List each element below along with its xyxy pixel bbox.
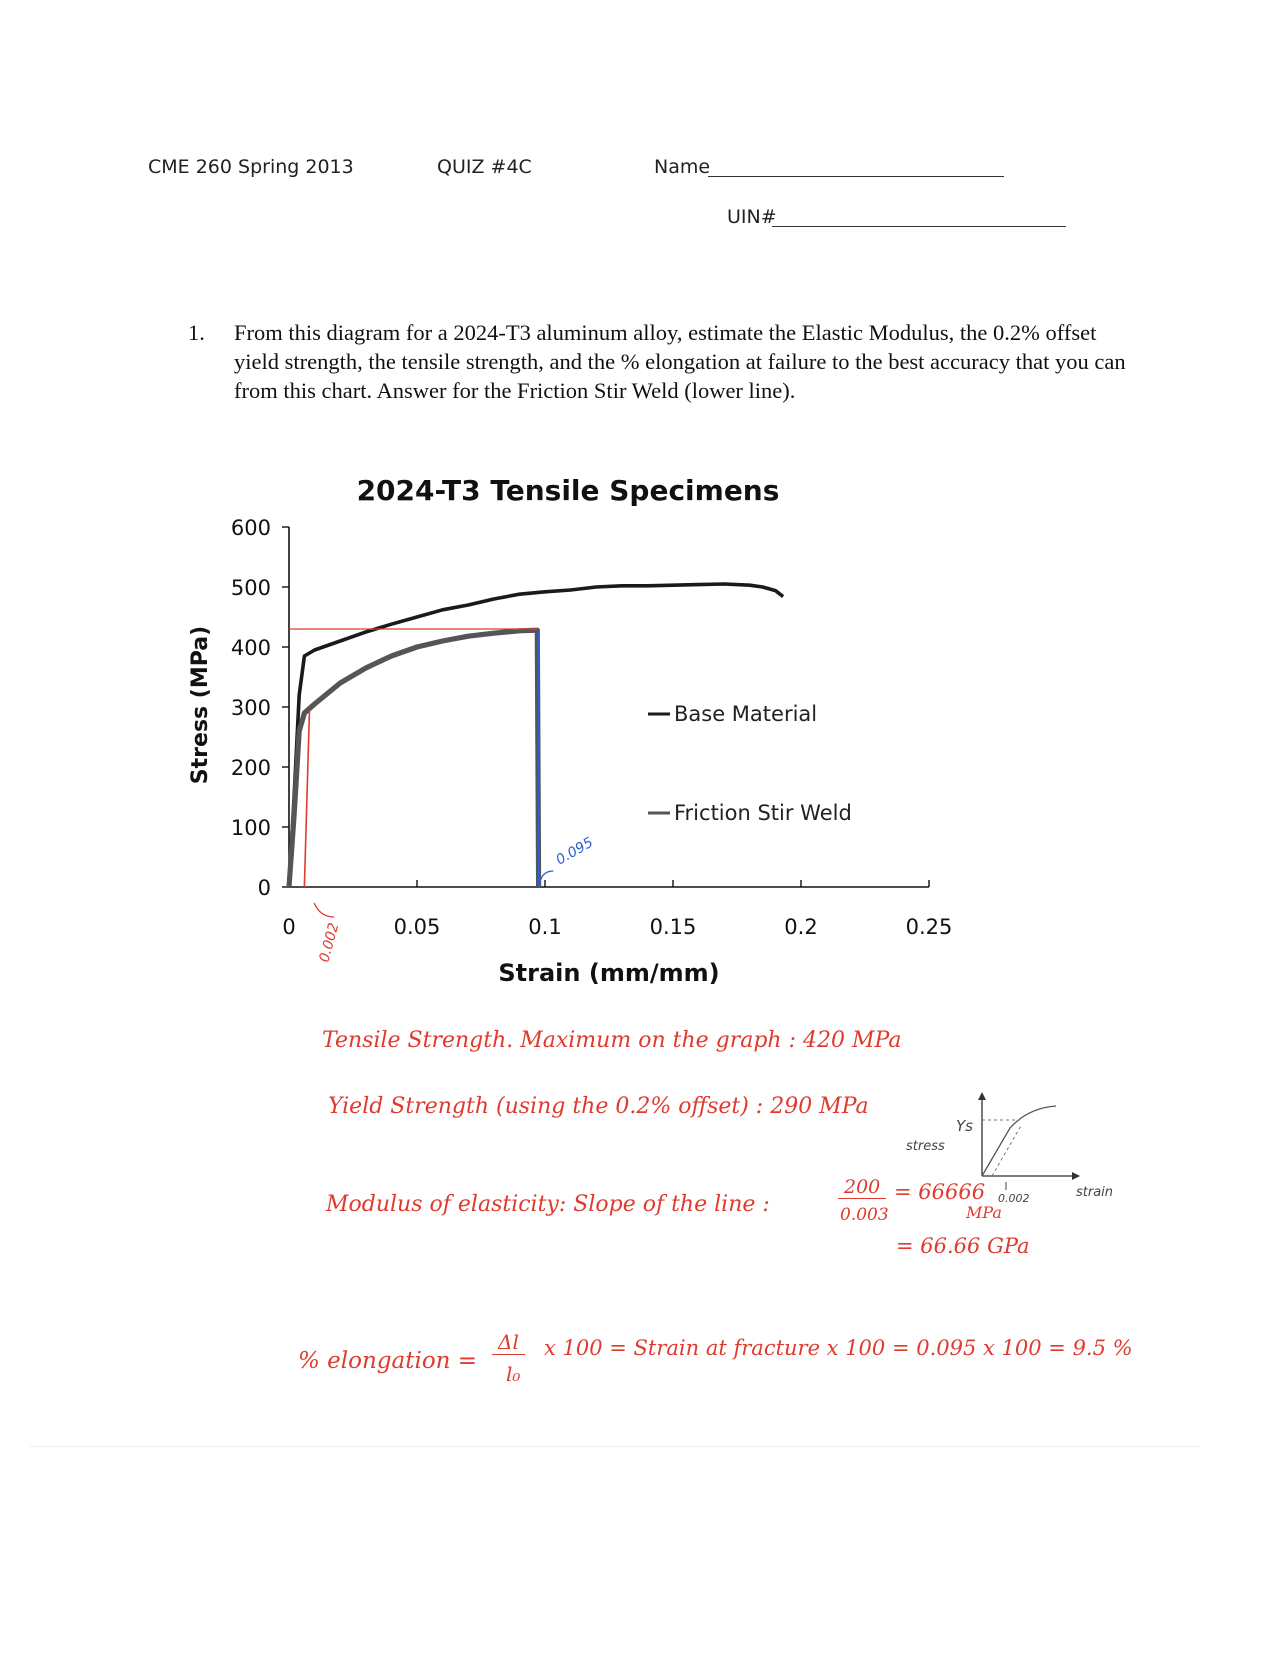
answer-tensile: Tensile Strength. Maximum on the graph : 420 MPa bbox=[322, 1028, 902, 1053]
answer-modulus-prefix: Modulus of elasticity: Slope of the line : bbox=[326, 1192, 770, 1217]
yield-sketch bbox=[900, 1090, 1150, 1220]
x-tick-label: 0.15 bbox=[649, 915, 697, 939]
y-tick-label: 0 bbox=[257, 876, 271, 900]
uin-field-line[interactable] bbox=[772, 226, 1066, 227]
modulus-denominator: 0.003 bbox=[840, 1205, 889, 1225]
elongation-denominator: l₀ bbox=[506, 1362, 521, 1386]
y-tick-label: 400 bbox=[230, 636, 271, 660]
modulus-unit: MPa bbox=[966, 1203, 1002, 1222]
y-tick-label: 100 bbox=[230, 816, 271, 840]
legend-label-0: Base Material bbox=[674, 702, 818, 726]
answer-yield: Yield Strength (using the 0.2% offset) : 290 MPa bbox=[328, 1094, 869, 1119]
elongation-prefix: % elongation = bbox=[298, 1348, 478, 1374]
offset-line bbox=[304, 710, 309, 887]
elongation-numerator: Δl bbox=[492, 1330, 525, 1355]
quiz-label: QUIZ #4C bbox=[437, 156, 532, 178]
y-tick-label: 500 bbox=[230, 576, 271, 600]
sketch-ys: Ys bbox=[956, 1117, 973, 1135]
course-label: CME 260 Spring 2013 bbox=[148, 156, 354, 178]
fracture-arrow bbox=[539, 871, 553, 885]
y-tick-label: 200 bbox=[230, 756, 271, 780]
name-field-line[interactable] bbox=[708, 176, 1004, 177]
x-tick-label: 0.05 bbox=[393, 915, 441, 939]
plot-area bbox=[231, 516, 952, 964]
name-label: Name bbox=[654, 156, 711, 178]
modulus-result: = 66666 bbox=[894, 1180, 986, 1204]
y-tick-label: 600 bbox=[230, 516, 271, 540]
sketch-strain: strain bbox=[1076, 1185, 1114, 1200]
series-line-1 bbox=[289, 630, 539, 887]
modulus-numerator: 200 bbox=[838, 1176, 886, 1199]
question-text: From this diagram for a 2024-T3 aluminum alloy, estimate the Elastic Modulus, the 0.2% offset yield strength, the tensile strength, and the % elongation at failure to the best accuracy that you can from this chart. Answer for the Friction Stir Weld (lower line). bbox=[234, 320, 1126, 403]
y-axis-label: Stress (MPa) bbox=[188, 625, 213, 785]
offset-annotation: 0.002 bbox=[316, 921, 343, 965]
chart-title: 2024-T3 Tensile Specimens bbox=[356, 474, 780, 507]
sketch-stress: stress bbox=[906, 1139, 945, 1154]
stress-strain-chart bbox=[170, 468, 990, 998]
x-axis-label: Strain (mm/mm) bbox=[498, 959, 720, 987]
x-tick-label: 0 bbox=[282, 915, 296, 939]
y-tick-label: 300 bbox=[230, 696, 271, 720]
sketch-offset: 0.002 bbox=[998, 1192, 1030, 1205]
page-rule bbox=[30, 1446, 1200, 1447]
modulus-gpa: = 66.66 GPa bbox=[896, 1234, 1030, 1258]
offset-arrow bbox=[314, 903, 334, 917]
fracture-annotation: 0.095 bbox=[553, 834, 597, 869]
x-tick-label: 0.25 bbox=[905, 915, 953, 939]
x-tick-label: 0.1 bbox=[528, 915, 562, 939]
legend-label-1: Friction Stir Weld bbox=[674, 801, 852, 825]
x-tick-label: 0.2 bbox=[784, 915, 818, 939]
uin-label: UIN# bbox=[727, 206, 777, 228]
elongation-rest: x 100 = Strain at fracture x 100 = 0.095 x 100 = 9.5 % bbox=[544, 1336, 1133, 1360]
question-number: 1. bbox=[188, 320, 205, 345]
